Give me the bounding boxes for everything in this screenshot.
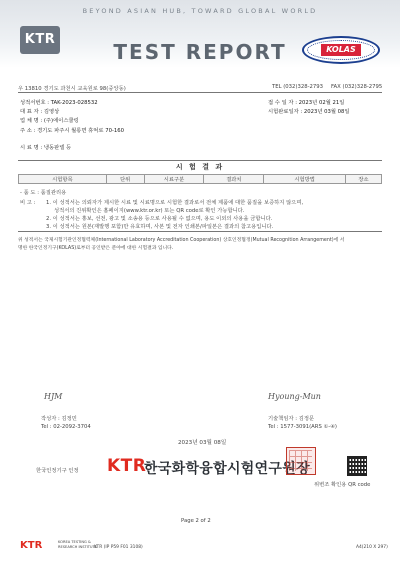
form-code: KTR (IP P59 F01 3108) [94,545,143,550]
writer-name: 작성자 : 김정민 [41,416,77,422]
header-slogan: BEYOND ASIAN HUB, TOWARD GLOBAL WORLD [82,7,318,15]
seal-pattern [289,450,312,471]
footer-sub-line-1: KOREA TESTING & [58,540,91,544]
accreditation-label: 한국인정기구 인정 [36,468,79,474]
lab-fax: FAX (032)328-2795 [331,84,383,90]
lab-address: 우 13810 경기도 과천시 교육원로 98(중앙동) [18,86,126,92]
col-result: 결과치 [204,175,264,184]
official-seal [286,447,316,475]
paper-size: A4(210 X 297) [356,545,388,550]
note-3: 3. 이 성적서는 원본(재발행 포함)만 유효하며, 사본 및 전자 인쇄본/파일본은 결과의 참고용입니다. [46,224,274,230]
report-title: TEST REPORT [113,40,287,64]
footer-ktr-logo [20,540,42,551]
receipt-date: 접 수 일 자 : 2023년 02월 21일 [268,100,345,106]
report-number: 성적서번호 : TAK-2023-028532 [20,100,98,106]
representative: 대 표 자 : 김영상 [20,109,60,115]
company-address: 주 소 : 경기도 파주시 월롱면 휴억로 70-160 [20,128,124,134]
qr-caption: 위변조 확인용 QR code [314,482,371,488]
note-1-cont: 성적서의 진위확인은 홈페이지(www.ktr.or.kr) 또는 QR code로 확인 가능합니다. [54,208,245,214]
institute-name: 한국화학융합시험연구원장 [144,461,310,477]
writer-tel: Tel : 02-2092-3704 [41,424,91,430]
footer-sub-line-2: RESEARCH INSTITUTE [58,544,98,549]
approver-name: 기술책임자 : 김정문 [268,416,315,422]
test-complete-date: 시험완료일자 : 2023년 03월 08일 [268,109,350,115]
agreement-line-1: 위 성적서는 국제시험기관인정협력체(International Laboratory Accreditation Cooperation) 상호인정협정(Mutual Recognition Arrangement)에 서 [18,238,345,243]
note-2: 2. 이 성적서는 홍보, 선전, 광고 및 소송용 등으로 사용될 수 없으며, 용도 이외의 사용을 금합니다. [46,216,273,222]
lab-tel: TEL (032)328-2793 [272,84,323,90]
agreement-line-2: 명한 한국인정기구(KOLAS)로부터 공인받은 분야에 대한 시험결과 입니다. [18,246,174,251]
ktr-wordmark [107,456,146,476]
writer-signature: HJM [44,392,63,401]
ktr-logo: KTR [20,26,60,54]
note-label: 비 고 : [20,200,36,206]
kolas-label: KOLAS [321,44,361,56]
contact-rule [18,92,382,93]
col-unit: 단위 [106,175,144,184]
col-test-item: 시험항목 [19,175,107,184]
kolas-logo [302,36,380,64]
results-table [18,174,382,184]
results-heading: 시 험 결 과 [18,160,382,173]
note-1: 1. 이 성적서는 의뢰자가 제시한 시료 및 시료명으로 시험한 결과로서 전체 제품에 대한 품질을 보증하지 않으며, [46,200,304,206]
results-header-row [19,175,382,184]
usage-line: - 품 도 : 품질관리용 [20,190,67,196]
footer-institute [58,540,97,549]
verification-qr-code[interactable] [347,456,367,476]
ktr-wordmark-text: KTR [107,456,147,476]
notes-rule [18,231,382,232]
issue-date: 2023년 03월 08일 [178,440,227,446]
approver-signature: Hyoung-Mun [268,392,321,401]
footer-ktr-text: KTR [20,540,43,551]
approver-tel: Tel : 1577-3091(ARS ①-④) [268,424,337,430]
col-method: 시험방법 [264,175,346,184]
company-name: 업 체 명 : (주)에이스쿨링 [20,118,79,124]
page-indicator: Page 2 of 2 [181,518,211,524]
sample-name: 시 료 명 : 냉동판넬 등 [20,145,72,151]
col-sample-type: 시료구분 [144,175,204,184]
col-location: 장소 [346,175,382,184]
